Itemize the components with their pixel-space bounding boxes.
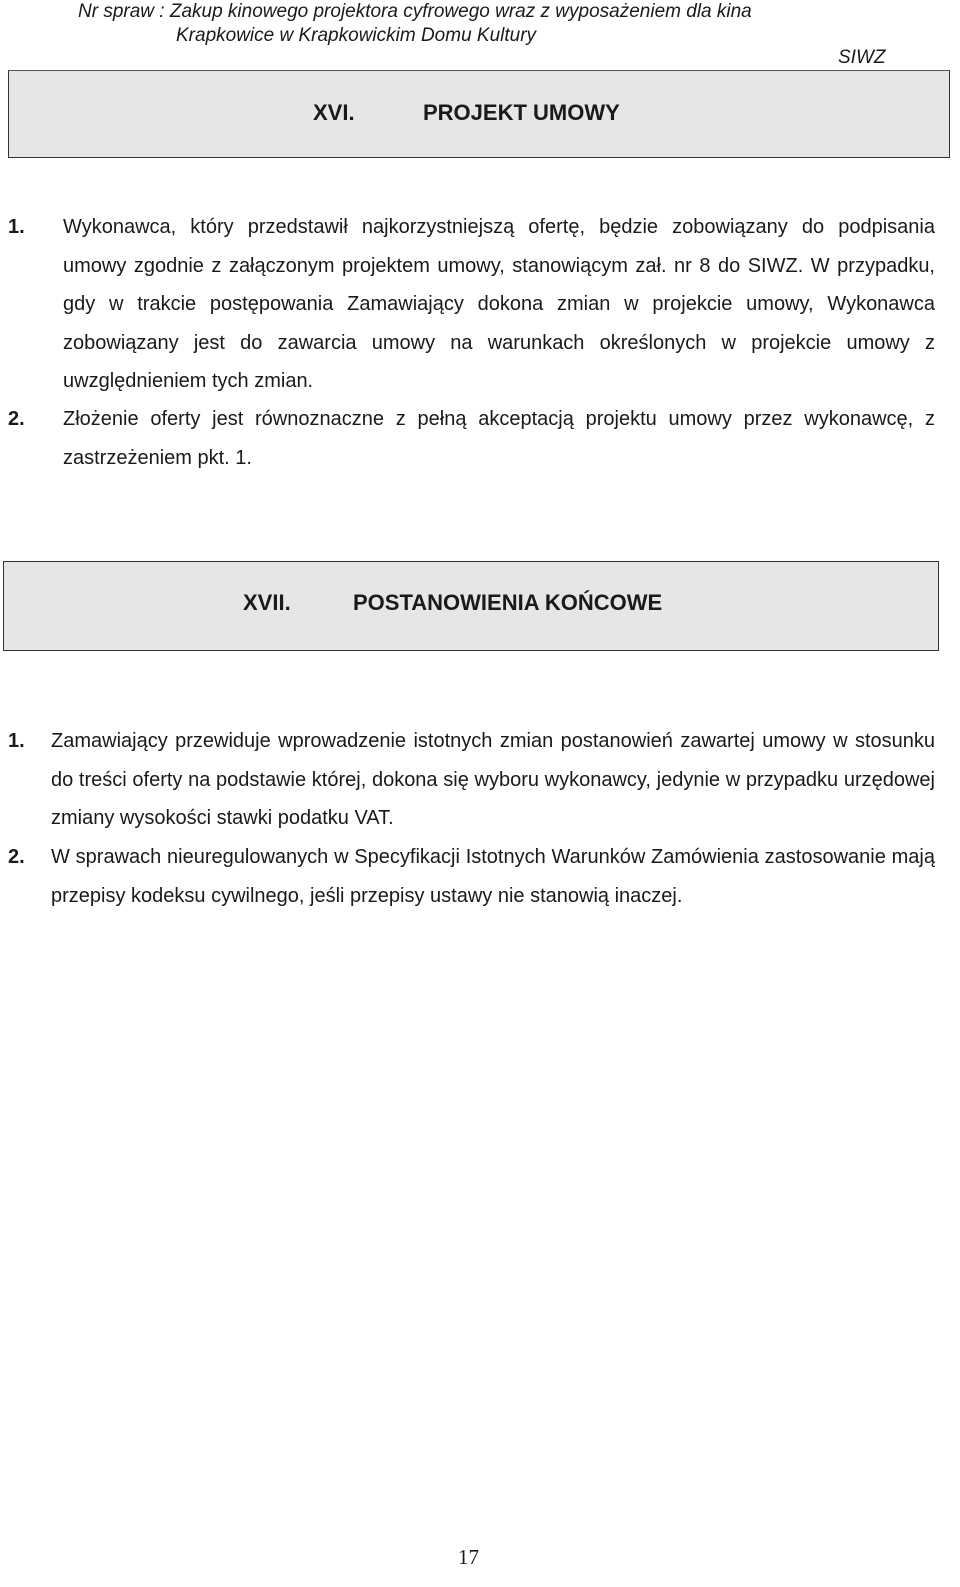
list-item-number: 2. <box>8 408 25 430</box>
section-heading: POSTANOWIENIA KOŃCOWE <box>353 590 663 615</box>
page-number: 17 <box>458 1545 479 1569</box>
header-rule <box>8 70 950 71</box>
list-item-text: Złożenie oferty jest równoznaczne z pełną akceptacją projektu umowy przez wykonawcę, z zastrzeżeniem pkt. 1. <box>63 408 935 469</box>
list-item-number: 1. <box>8 730 25 752</box>
section-number: XVI. <box>313 100 355 125</box>
list-item <box>8 208 935 401</box>
list-item <box>8 722 935 838</box>
section-number: XVII. <box>243 590 291 615</box>
list-item-text: Zamawiający przewiduje wprowadzenie istotnych zmian postanowień zawartej umowy w stosunku do treści oferty na podstawie której, dokona się wyboru wykonawcy, jedynie w przypadku urzędowej zmiany wysokości stawki podatku VAT. <box>51 730 935 829</box>
section-heading: PROJEKT UMOWY <box>423 100 620 125</box>
list-item-number: 1. <box>8 216 25 238</box>
list-item-text: W sprawach nieuregulowanych w Specyfikacji Istotnych Warunków Zamówienia zastosowanie mają przepisy kodeksu cywilnego, jeśli przepisy ustawy nie stanowią inaczej. <box>51 846 935 907</box>
list-item <box>8 400 935 477</box>
header-title-line-2: Krapkowice w Krapkowickim Domu Kultury <box>176 25 537 46</box>
header-document-label: SIWZ <box>838 47 886 68</box>
list-item-number: 2. <box>8 846 25 868</box>
list-item-text: Wykonawca, który przedstawił najkorzystniejszą ofertę, będzie zobowiązany do podpisania umowy zgodnie z załączonym projektem umowy, stanowiącym zał. nr 8 do SIWZ. W przypadku, gdy w trakcie postępowania Zamawiający dokona zmian w projekcie umowy, Wykonawca zobowiązany jest do zawarcia umowy na warunkach określonych w projekcie umowy z uwzględnieniem tych zmian. <box>63 216 935 392</box>
header-title-line-1: Nr spraw : Zakup kinowego projektora cyfrowego wraz z wyposażeniem dla kina <box>78 1 752 22</box>
list-item <box>8 838 935 915</box>
